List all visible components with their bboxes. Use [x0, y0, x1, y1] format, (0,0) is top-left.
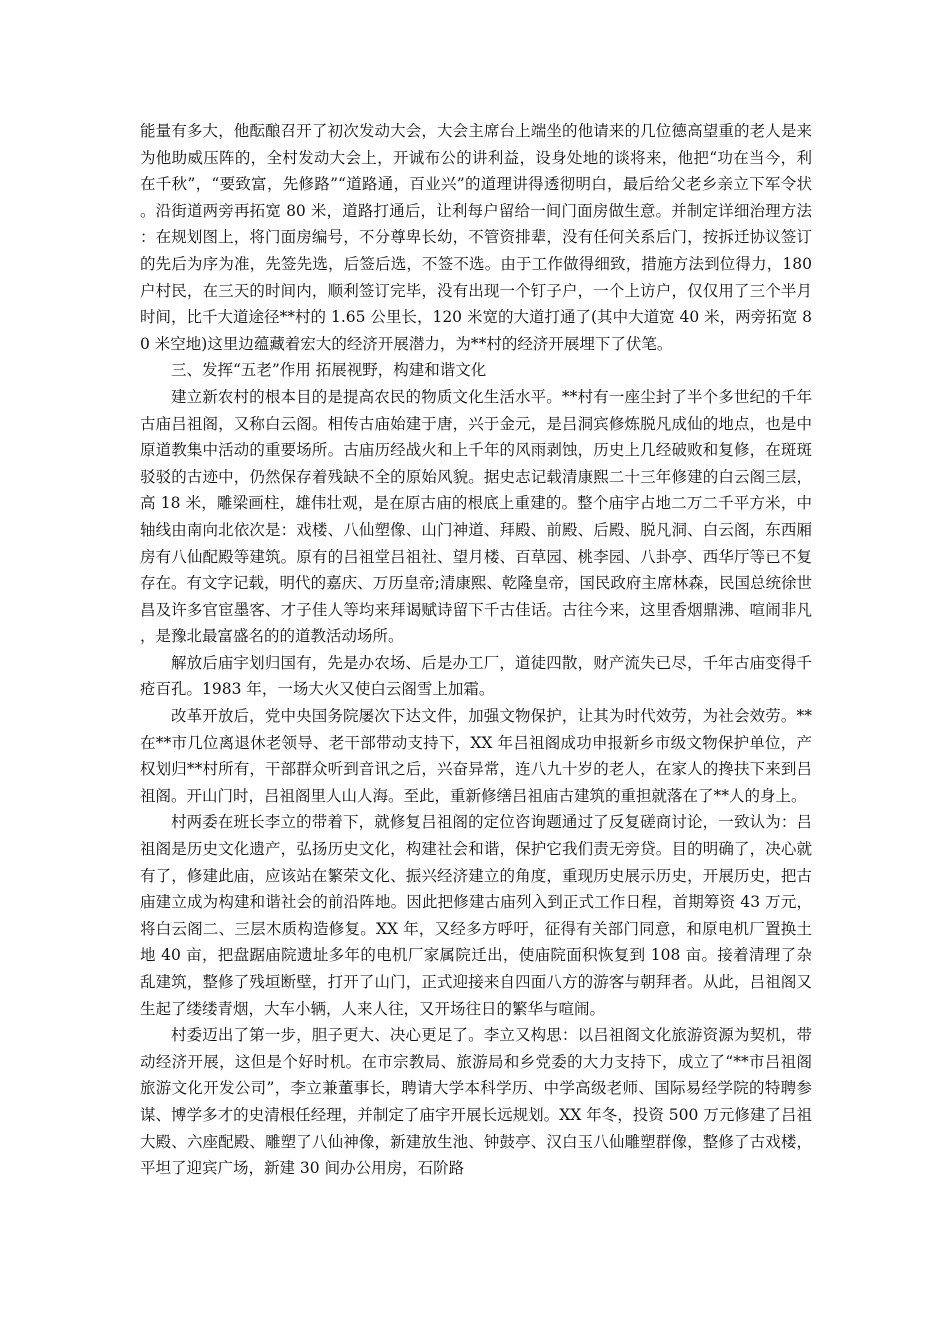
paragraph-5: 村两委在班长李立的带着下，就修复吕祖阁的定位咨询题通过了反复磋商讨论，一致认为：吕祖阁是历史文化遗产，弘扬历史文化，构建社会和谐，保护它我们责无旁贷。目的明确了，决心就有了，修建此庙，应该站在繁荣文化、振兴经济建立的角度，重现历史展示历史，开展历史，把古庙建立成为构建和谐社会的前沿阵地。因此把修建古庙列入到正式工作日程，首期筹资 43 万元，将白云阁二、三层木质构造修复。XX 年，又经多方呼吁，征得有关部门同意，和原电机厂置换土地 40 亩，把盘踞庙院遗址多年的电机厂家属院迁出，使庙院面积恢复到 108 亩。接着清理了杂乱建筑，整修了残垣断壁，打开了山门，正式迎接来自四面八方的游客与朝拜者。从此，吕祖阁又生起了缕缕青烟，大车小辆，人来人往，又开场往日的繁华与喧闹。	[140, 813, 812, 1018]
paragraph-6: 村委迈出了第一步，胆子更大、决心更足了。李立又构思：以吕祖阁文化旅游资源为契机，带动经济开展，这但是个好时机。在市宗教局、旅游局和乡党委的大力支持下，成立了“**市吕祖阁旅游文化开发公司”，李立兼董事长，聘请大学本科学历、中学高级老师、国际易经学院的特聘参谋、博学多才的史清根任经理，并制定了庙宇开展长远规划。XX 年冬，投资 500 万元修建了吕祖大殿、六座配殿、雕塑了八仙神像，新建放生池、钟鼓亭、汉白玉八仙雕塑群像，整修了古戏楼，平坦了迎宾广场，新建 30 间办公用房，石阶路	[140, 1026, 812, 1178]
document-body	[140, 118, 812, 1182]
paragraph-1: 能量有多大，他酝酿召开了初次发动大会，大会主席台上端坐的他请来的几位德高望重的老人是来为他助威压阵的，全村发动大会上，开诚布公的讲利益，设身处地的谈将来，他把“功在当今，利在千秋”，“要致富，先修路”“道路通，百业兴”的道理讲得透彻明白，最后给父老乡亲立下军令状。沿街道两旁再拓宽 80 米，道路打通后，让利每户留给一间门面房做生意。并制定详细治理方法：在规划图上，将门面房编号，不分尊卑长幼，不管资排辈，没有任何关系后门，按拆迁协议签订的先后为序为准，先签先选，后签后选，不签不选。由于工作做得细致，措施方法到位得力，180 户村民，在三天的时间内，顺利签订完毕，没有出现一个钉子户，一个上访户，仅仅用了三个半月时间，比千大道途径**村的 1.65 公里长，120 米宽的大道打通了(其中大道宽 40 米，两旁拓宽 80 米空地)这里边蕴藏着宏大的经济开展潜力，为**村的经济开展埋下了伏笔。	[140, 122, 812, 353]
paragraph-3: 解放后庙宇划归国有，先是办农场、后是办工厂，道徒四散，财产流失已尽，千年古庙变得千疮百孔。1983 年，一场大火又使白云阁雪上加霜。	[140, 653, 812, 699]
section-heading-3: 三、发挥“五老”作用 拓展视野，构建和谐文化	[171, 361, 487, 380]
paragraph-4: 改革开放后，党中央国务院屡次下达文件，加强文物保护，让其为时代效劳，为社会效劳。**在**市几位离退休老领导、老干部带动支持下，XX 年吕祖阁成功申报新乡市级文物保护单位，产权划归**村所有，干部群众听到音讯之后，兴奋异常，连八九十岁的老人，在家人的搀扶下来到吕祖阁。开山门时，吕祖阁里人山人海。至此，重新修缮吕祖庙古建筑的重担就落在了**人的身上。	[140, 707, 812, 805]
paragraph-2: 建立新农村的根本目的是提高农民的物质文化生活水平。**村有一座尘封了半个多世纪的千年古庙吕祖阁，又称白云阁。相传古庙始建于唐，兴于金元，是吕洞宾修炼脱凡成仙的地点，也是中原道教集中活动的重要场所。古庙历经战火和上千年的风雨剥蚀，历史上几经破败和复修，在斑斑驳驳的古迹中，仍然保存着残缺不全的原始风貌。据史志记载清康熙二十三年修建的白云阁三层，高 18 米，雕梁画柱，雄伟壮观，是在原古庙的根底上重建的。整个庙宇占地二万二千平方米，中轴线由南向北依次是：戏楼、八仙塑像、山门神道、拜殿、前殿、后殿、脱凡洞、白云阁，东西厢房有八仙配殿等建筑。原有的吕祖堂吕祖社、望月楼、百草园、桃李园、八卦亭、西华厅等已不复存在。有文字记载，明代的嘉庆、万历皇帝;清康熙、乾隆皇帝，国民政府主席林森，民国总统徐世昌及许多官宦墨客、才子佳人等均来拜谒赋诗留下千古佳话。古往今来，这里香烟鼎沸、喧闹非凡，是豫北最富盛名的的道教活动场所。	[140, 387, 812, 646]
